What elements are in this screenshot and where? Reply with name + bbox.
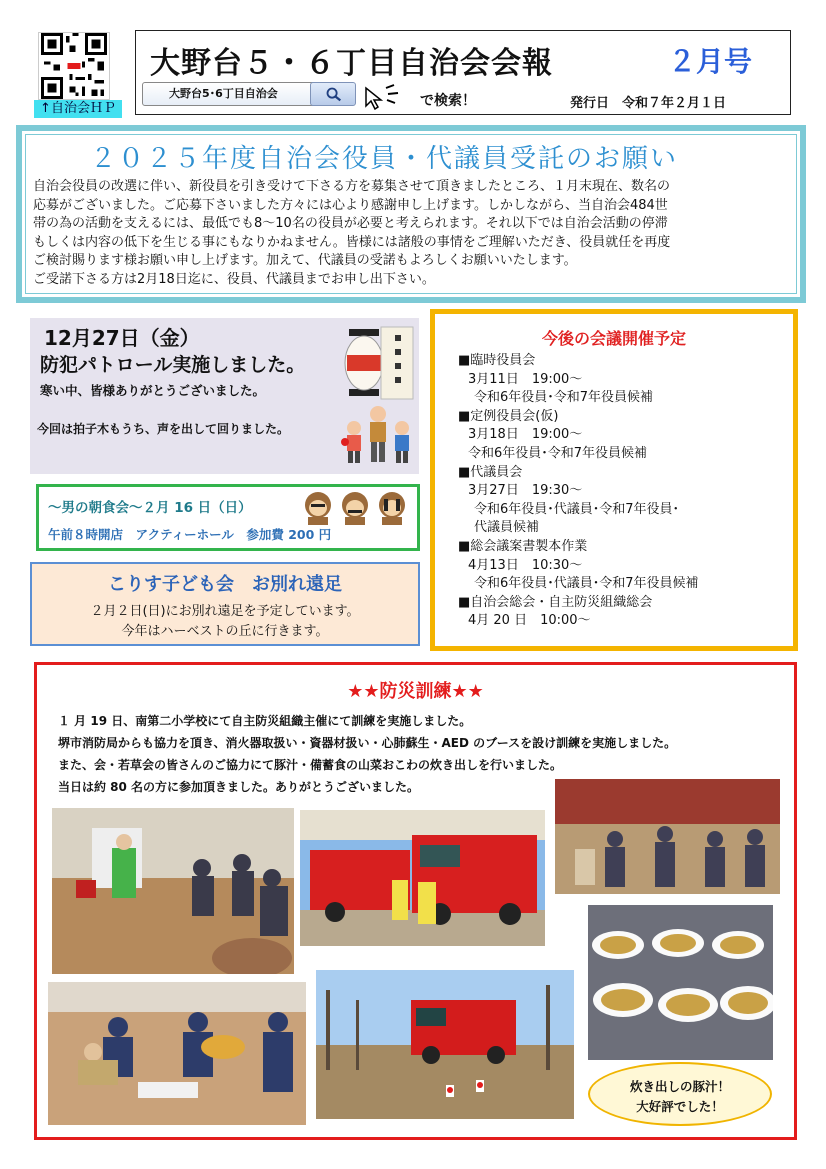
- breakfast-detail: 午前８時開店 アクティーホール 参加費 200 円: [48, 527, 332, 542]
- patrol-thanks: 寒い中、皆様ありがとうございました。: [40, 383, 266, 398]
- kodomo-line: 今年はハーベストの丘に行きます。: [121, 624, 329, 639]
- magnifier-icon: [311, 83, 355, 105]
- meeting-heading: ■代議員会: [458, 464, 523, 480]
- newsletter-title: 大野台５・６丁目自治会会報: [150, 46, 553, 81]
- callout-line: 大好評でした！: [636, 1099, 724, 1114]
- recruitment-line: 帯の為の活動を支えるには、最低でも8～10名の役員が必要と考えられます。それ以下では自治会活動の停滞: [33, 216, 668, 231]
- callout-line: 炊き出しの豚汁！: [629, 1079, 730, 1094]
- recruitment-line: ご検討賜ります様お願い申し上げます。加えて、代議員の受諾もよろしくお願いいたします。: [33, 253, 577, 268]
- recruitment-line: 応募がございました。ご応募下さいました方々には心より感謝申し上げます。しかしながら、当自治会484世: [33, 197, 668, 213]
- search-box[interactable]: 大野台5･6丁目自治会: [142, 82, 342, 106]
- breakfast-title: ～男の朝食会～２月 16 日（日）: [48, 500, 252, 516]
- issue-month: ２月号: [668, 45, 753, 78]
- meeting-detail: 4月 20 日 10:00～: [468, 613, 591, 629]
- lantern-illustration: [343, 323, 415, 401]
- meeting-detail: 令和6年役員･令和7年役員候補: [468, 445, 648, 461]
- meeting-detail: 令和6年役員･代議員･令和7年役員候補: [474, 576, 699, 592]
- meeting-detail: 4月13日 10:30～: [468, 557, 583, 573]
- recruitment-title: ２０２５年度自治会役員・代議員受託のお願い: [90, 144, 679, 174]
- recruitment-line: 自治会役員の改選に伴い、新役員を引き受けて下さる方を募集させて頂きましたところ、１月末現在、数名の: [33, 179, 671, 194]
- photo-gym-training: [52, 808, 294, 974]
- patrol-note: 今回は拍子木もうち、声を出して回りました。: [37, 422, 290, 436]
- meeting-heading: ■臨時役員会: [458, 353, 536, 368]
- meeting-detail: 3月11日 19:00～: [468, 371, 583, 387]
- patrol-date: 12月27日（金）: [44, 326, 200, 350]
- monkeys-illustration: [300, 489, 410, 525]
- meeting-detail: 令和6年役員･令和7年役員候補: [474, 390, 654, 406]
- search-button[interactable]: [310, 82, 356, 106]
- mouse-cursor-icon: [358, 82, 408, 110]
- meeting-detail: 代議員候補: [474, 520, 540, 536]
- qr-code[interactable]: [38, 32, 110, 100]
- meeting-heading: ■自治会総会・自主防災組織総会: [458, 594, 653, 610]
- photo-fire-engine-outdoor: [316, 970, 574, 1119]
- issue-date: 発行日 令和７年２月１日: [570, 96, 727, 111]
- meeting-schedule-list: [458, 352, 699, 631]
- patrol-title: 防犯パトロール実施しました。: [40, 354, 306, 376]
- search-suffix: で検索！: [420, 93, 476, 109]
- drill-line: また、会・若草会の皆さんのご協力にて豚汁・備蓄食の山菜おこわの炊き出しを行いました。: [58, 758, 563, 772]
- disaster-drill-title: ★★防災訓練★★: [347, 681, 484, 702]
- photo-pork-soup-bowls: [588, 905, 773, 1060]
- children-patrol-illustration: [340, 402, 416, 468]
- drill-line: １ 月 19 日、南第二小学校にて自主防災組織主催にて訓練を実施しました。: [58, 714, 472, 728]
- meeting-detail: 3月18日 19:00～: [468, 427, 583, 443]
- meeting-heading: ■総会議案書製本作業: [458, 538, 588, 554]
- kodomo-title: こりす子ども会 お別れ遠足: [108, 574, 342, 595]
- meeting-heading: ■定例役員会(仮): [458, 408, 559, 424]
- meeting-detail: 令和6年役員･代議員･令和7年役員･: [474, 501, 680, 517]
- drill-line: 堺市消防局からも協力を頂き、消火器取扱い・資器材扱い・心肺蘇生・AED のブースを設け訓練を実施しました。: [58, 736, 677, 750]
- photo-fire-engines: [300, 810, 545, 946]
- qr-caption: ↑自治会ＨＰ: [34, 100, 122, 118]
- recruitment-line: ご受諾下さる方は2月18日迄に、役員、代議員までお申し出下さい。: [33, 271, 435, 287]
- drill-line: 当日は約 80 名の方に参加頂きました。ありがとうございました。: [58, 780, 420, 794]
- photo-rescue-training: [48, 982, 306, 1125]
- photo-crowd-hall: [555, 779, 780, 894]
- recruitment-line: もしくは内容の低下を生じる事にもなりかねません。皆様には諸般の事情をご理解いただき、役員就任を再度: [33, 234, 671, 250]
- kodomo-line: ２月２日(日)にお別れ遠足を予定しています。: [90, 604, 360, 619]
- recruitment-body: [33, 178, 793, 289]
- meeting-detail: 3月27日 19:30～: [468, 483, 583, 499]
- pork-soup-callout: [588, 1062, 772, 1126]
- meeting-schedule-title: 今後の会議開催予定: [541, 329, 686, 348]
